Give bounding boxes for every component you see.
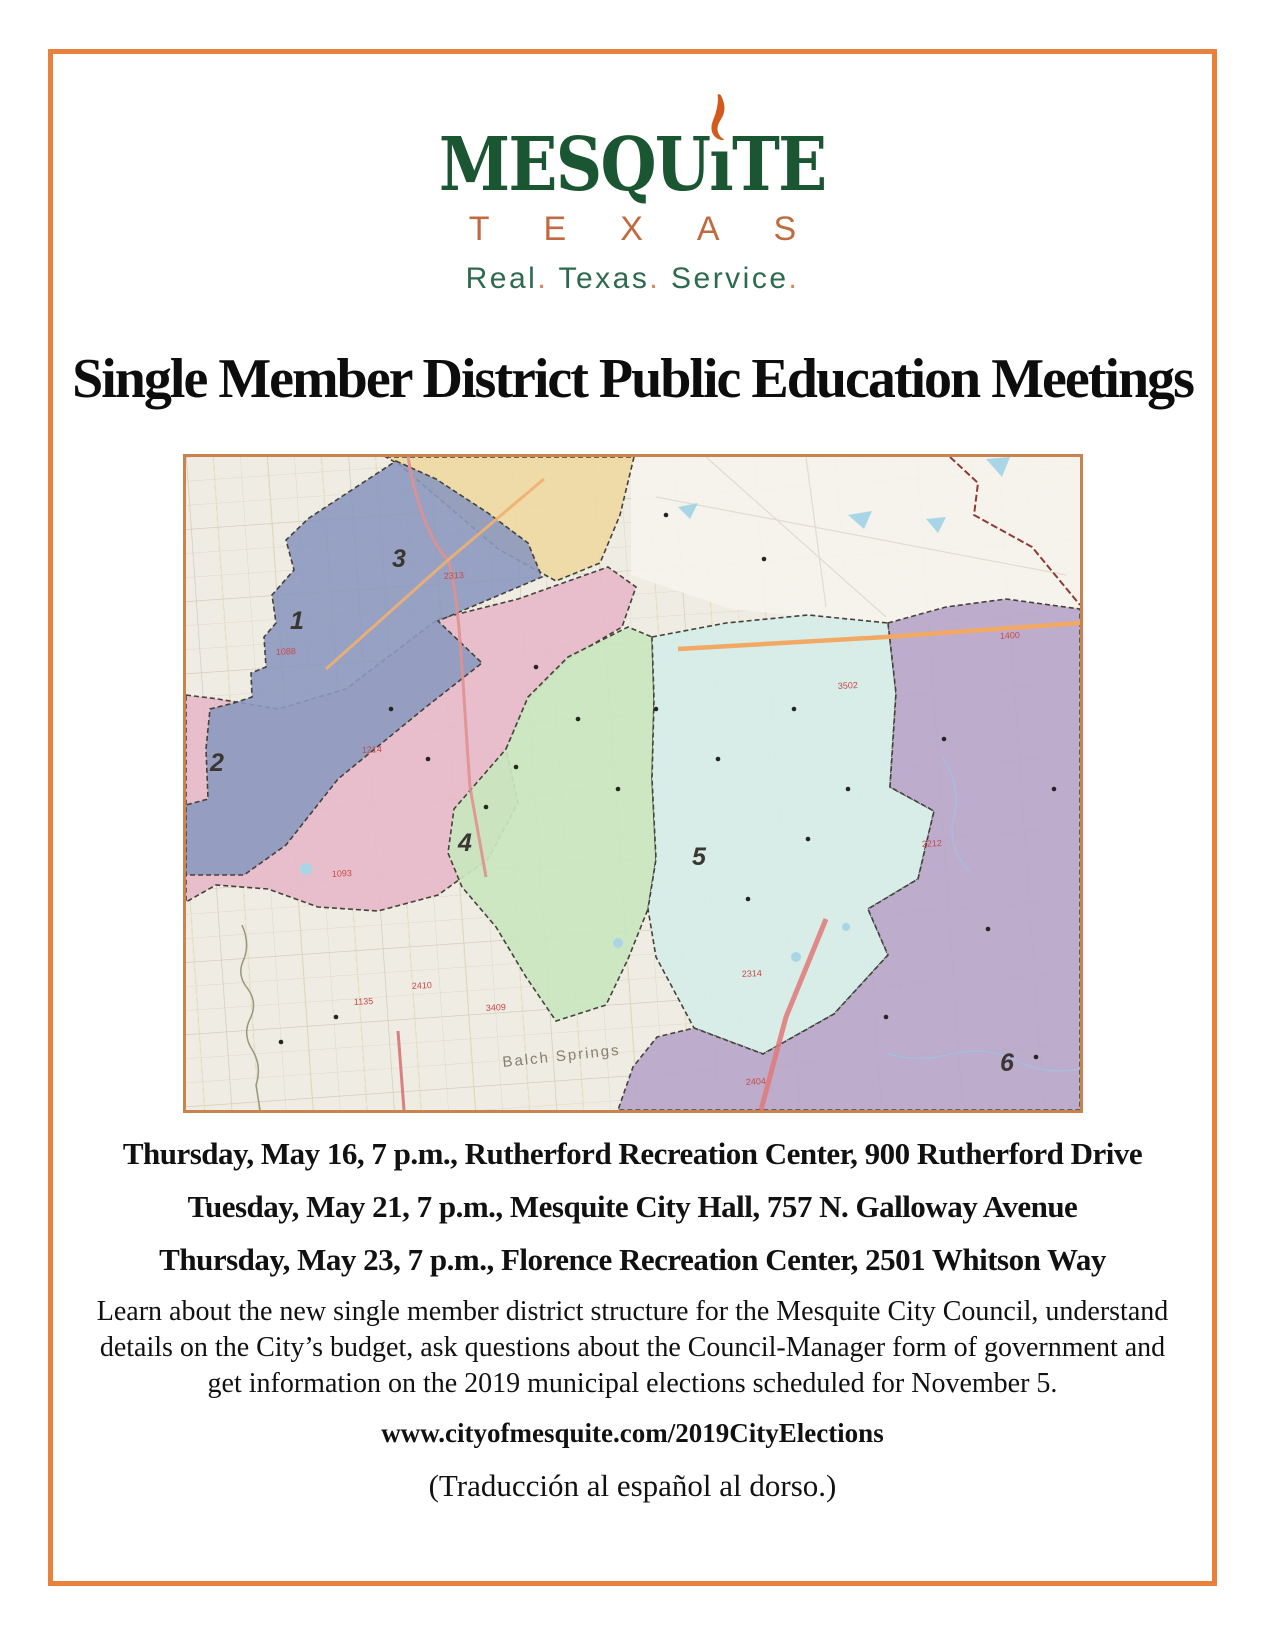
meeting-line-2: Tuesday, May 21, 7 p.m., Mesquite City Hall, 757 N. Galloway Avenue	[187, 1189, 1078, 1224]
site-dot	[334, 1015, 339, 1020]
site-dot	[986, 927, 991, 932]
site-dot	[942, 737, 947, 742]
precinct-number: 3502	[837, 679, 859, 691]
precinct-number: 1400	[999, 629, 1021, 641]
site-dot	[389, 707, 394, 712]
logo-tagline: Real. Texas. Service.	[465, 262, 800, 295]
site-dot	[534, 665, 539, 670]
website-url: www.cityofmesquite.com/2019CityElections	[381, 1418, 884, 1448]
precinct-number: 2404	[745, 1075, 767, 1087]
precinct-number: 1088	[275, 645, 297, 657]
site-dot	[792, 707, 797, 712]
description-paragraph	[55, 1294, 1210, 1402]
mesquite-logo	[0, 122, 1265, 295]
logo-text-right: TE	[732, 122, 826, 208]
meeting-line-1: Thursday, May 16, 7 p.m., Rutherford Recreation Center, 900 Rutherford Drive	[122, 1136, 1143, 1171]
precinct-number: 1214	[361, 743, 383, 755]
site-dot	[746, 897, 751, 902]
translation-note: (Traducción al español al dorso.)	[428, 1468, 837, 1503]
site-dot	[484, 805, 489, 810]
precinct-number: 3409	[485, 1001, 507, 1013]
precinct-number: 1135	[353, 995, 374, 1007]
precinct-number: 2313	[443, 569, 465, 581]
site-dot	[806, 837, 811, 842]
meeting-schedule	[0, 1136, 1265, 1295]
site-dot	[654, 707, 659, 712]
page-title: Single Member District Public Education Meetings	[72, 348, 1193, 410]
site-dot	[616, 787, 621, 792]
meeting-line-3: Thursday, May 23, 7 p.m., Florence Recreation Center, 2501 Whitson Way	[159, 1242, 1106, 1277]
logo-wordmark	[439, 122, 826, 208]
site-dot	[762, 557, 767, 562]
site-dot	[426, 757, 431, 762]
logo-letter-i: ı	[710, 128, 733, 202]
site-dot	[576, 717, 581, 722]
logo-state-text: TEXAS	[468, 210, 851, 248]
precinct-number: 2212	[921, 837, 943, 849]
site-dot	[279, 1040, 284, 1045]
site-dot	[1052, 787, 1057, 792]
site-dot	[664, 513, 669, 518]
site-dot	[884, 1015, 889, 1020]
district-map-svg	[186, 457, 1080, 1110]
precinct-number: 2314	[741, 967, 763, 979]
district-1-label: 1	[290, 607, 304, 635]
logo-text-left: MESQU	[439, 122, 710, 208]
site-dot	[1034, 1055, 1039, 1060]
district-map	[183, 454, 1083, 1113]
precinct-number: 1093	[331, 867, 353, 879]
precinct-number: 2410	[411, 979, 433, 991]
district-4-label: 4	[458, 829, 472, 857]
district-5-label: 5	[692, 843, 706, 871]
flame-icon	[709, 92, 732, 148]
site-dot	[716, 757, 721, 762]
description-line-3: get information on the 2019 municipal elections scheduled for November 5.	[207, 1368, 1058, 1399]
district-3-label: 3	[392, 545, 406, 573]
description-line-1: Learn about the new single member district structure for the Mesquite City Council, understand	[96, 1296, 1169, 1327]
district-6-label: 6	[1000, 1049, 1014, 1077]
description-line-2: details on the City’s budget, ask questions about the Council-Manager form of government and	[99, 1332, 1166, 1363]
balch-springs-label: Balch Springs	[501, 1041, 622, 1071]
district-2-label: 2	[210, 749, 224, 777]
site-dot	[846, 787, 851, 792]
site-dot	[514, 765, 519, 770]
